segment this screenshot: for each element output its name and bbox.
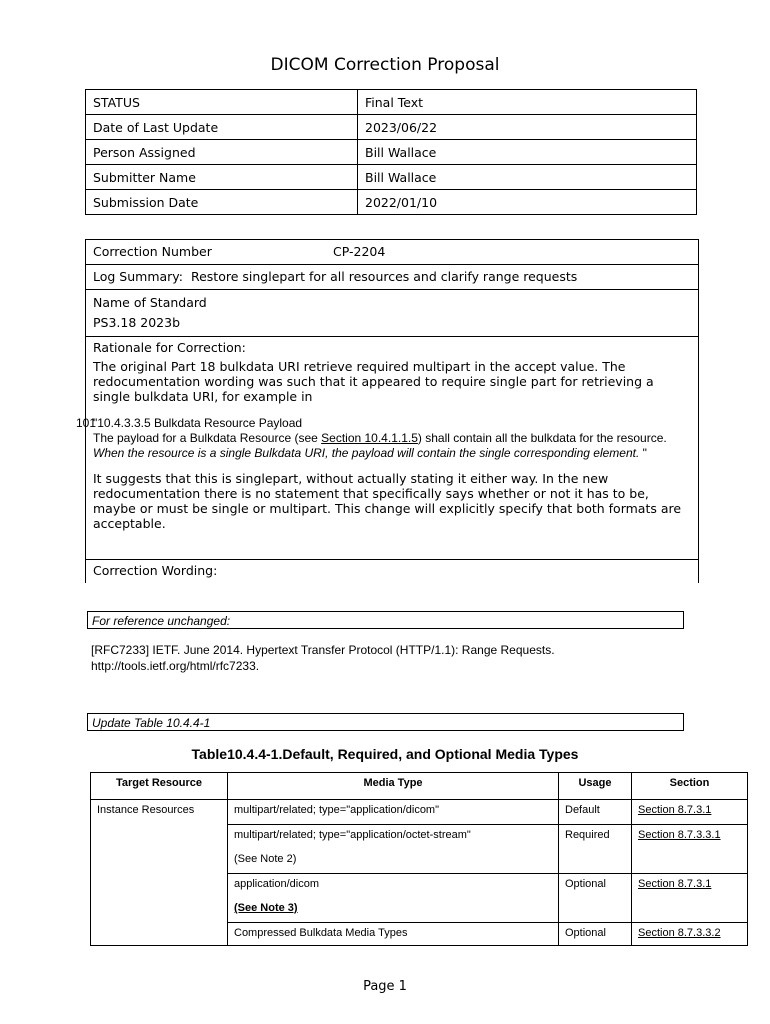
info-value: Bill Wallace: [358, 165, 697, 190]
wording-row: [86, 560, 698, 584]
table-header-row: [91, 773, 748, 800]
log-summary-label: Log Summary:: [93, 269, 184, 284]
quote-close: ": [639, 446, 647, 460]
section-cell[interactable]: [632, 800, 748, 825]
standard-row: [86, 290, 698, 337]
media-types-table: [90, 772, 748, 946]
media-type-cell: [228, 923, 559, 946]
info-label: Date of Last Update: [86, 115, 358, 140]
usage-cell: Default: [559, 800, 632, 825]
page-number: Page 1: [363, 979, 407, 994]
usage-cell: Required: [559, 825, 632, 874]
table-row: [86, 90, 697, 115]
info-label: Submission Date: [86, 190, 358, 215]
media-type: Compressed Bulkdata Media Types: [234, 927, 408, 939]
section-link[interactable]: Section 10.4.1.1.5: [321, 431, 418, 445]
media-type: multipart/related; type="application/dicom": [234, 804, 439, 816]
table-row: [86, 140, 697, 165]
correction-number-label: Correction Number: [93, 244, 212, 259]
column-header: Target Resource: [91, 773, 228, 800]
column-header: Media Type: [228, 773, 559, 800]
reference-line: [RFC7233] IETF. June 2014. Hypertext Transfer Protocol (HTTP/1.1): Range Requests.: [91, 643, 555, 657]
media-type-cell: [228, 800, 559, 825]
usage-cell: Optional: [559, 874, 632, 923]
media-type: multipart/related; type="application/octet-stream": [234, 829, 471, 841]
info-value: Bill Wallace: [358, 140, 697, 165]
standard-label: Name of Standard: [93, 295, 207, 310]
quote-heading: "10.4.3.3.5 Bulkdata Resource Payload: [93, 416, 303, 430]
section-link[interactable]: Section 8.7.3.3.2: [638, 927, 721, 939]
info-label: Submitter Name: [86, 165, 358, 190]
target-resource: Instance Resources: [91, 800, 228, 946]
reference-box: For reference unchanged:: [87, 611, 684, 629]
table-title: Table10.4.4-1.Default, Required, and Optional Media Types: [191, 746, 579, 762]
quote-body: [93, 431, 691, 461]
column-header: Section: [632, 773, 748, 800]
info-value: 2023/06/22: [358, 115, 697, 140]
reference-url: http://tools.ietf.org/html/rfc7233.: [91, 659, 260, 673]
rationale-row: [76, 337, 698, 560]
quote-italic: When the resource is a single Bulkdata URI, the payload will contain the single corresponding element.: [93, 446, 640, 460]
media-note: (See Note 2): [234, 853, 297, 865]
quote-text: ) shall contain all the bulkdata for the resource.: [417, 431, 667, 445]
document-title: DICOM Correction Proposal: [270, 55, 500, 75]
section-cell[interactable]: [632, 923, 748, 946]
column-header: Usage: [559, 773, 632, 800]
usage-cell: Optional: [559, 923, 632, 946]
info-label: STATUS: [86, 90, 358, 115]
line-number: 101: [76, 416, 97, 430]
section-link[interactable]: Section 8.7.3.1: [638, 804, 712, 816]
correction-box: [76, 239, 699, 583]
section-link[interactable]: Section 8.7.3.3.1: [638, 829, 721, 841]
media-type: application/dicom: [234, 878, 319, 890]
media-type-cell: [228, 874, 559, 923]
table-row: [86, 190, 697, 215]
rationale-paragraph-1: The original Part 18 bulkdata URI retrieve required multipart in the accept value. The redocumentation wording was such that it appeared to require single part for retrieving a single bulkdata URI, for example in: [93, 359, 654, 404]
section-cell[interactable]: [632, 874, 748, 923]
media-type-cell: [228, 825, 559, 874]
table-row: [86, 115, 697, 140]
section-cell[interactable]: [632, 825, 748, 874]
wording-label: Correction Wording:: [93, 563, 218, 578]
rationale-paragraph-2: It suggests that this is singlepart, without actually stating it either way. In the new redocumentation there is no statement that specifically says whether or not it has to be, maybe or must be single or multipart. This change will explicitly specify that both formats are acceptable.: [93, 471, 682, 531]
media-note: (See Note 3): [234, 902, 298, 914]
log-summary-row: [86, 265, 698, 290]
info-value: 2022/01/10: [358, 190, 697, 215]
standard-name: PS3.18 2023b: [93, 315, 181, 330]
quote-text: The payload for a Bulkdata Resource (see: [93, 431, 322, 445]
info-label: Person Assigned: [86, 140, 358, 165]
table-row: [91, 800, 748, 825]
correction-number: CP-2204: [333, 244, 386, 259]
quoted-section: [76, 416, 691, 461]
correction-number-row: [86, 240, 698, 265]
table-row: [86, 165, 697, 190]
reference-text: [91, 642, 691, 674]
log-summary: Restore singlepart for all resources and clarify range requests: [190, 269, 578, 284]
info-table: [85, 89, 697, 215]
section-link[interactable]: Section 8.7.3.1: [638, 878, 712, 890]
rationale-label: Rationale for Correction:: [93, 340, 246, 355]
info-value: Final Text: [358, 90, 697, 115]
update-box: Update Table 10.4.4-1: [87, 713, 684, 731]
